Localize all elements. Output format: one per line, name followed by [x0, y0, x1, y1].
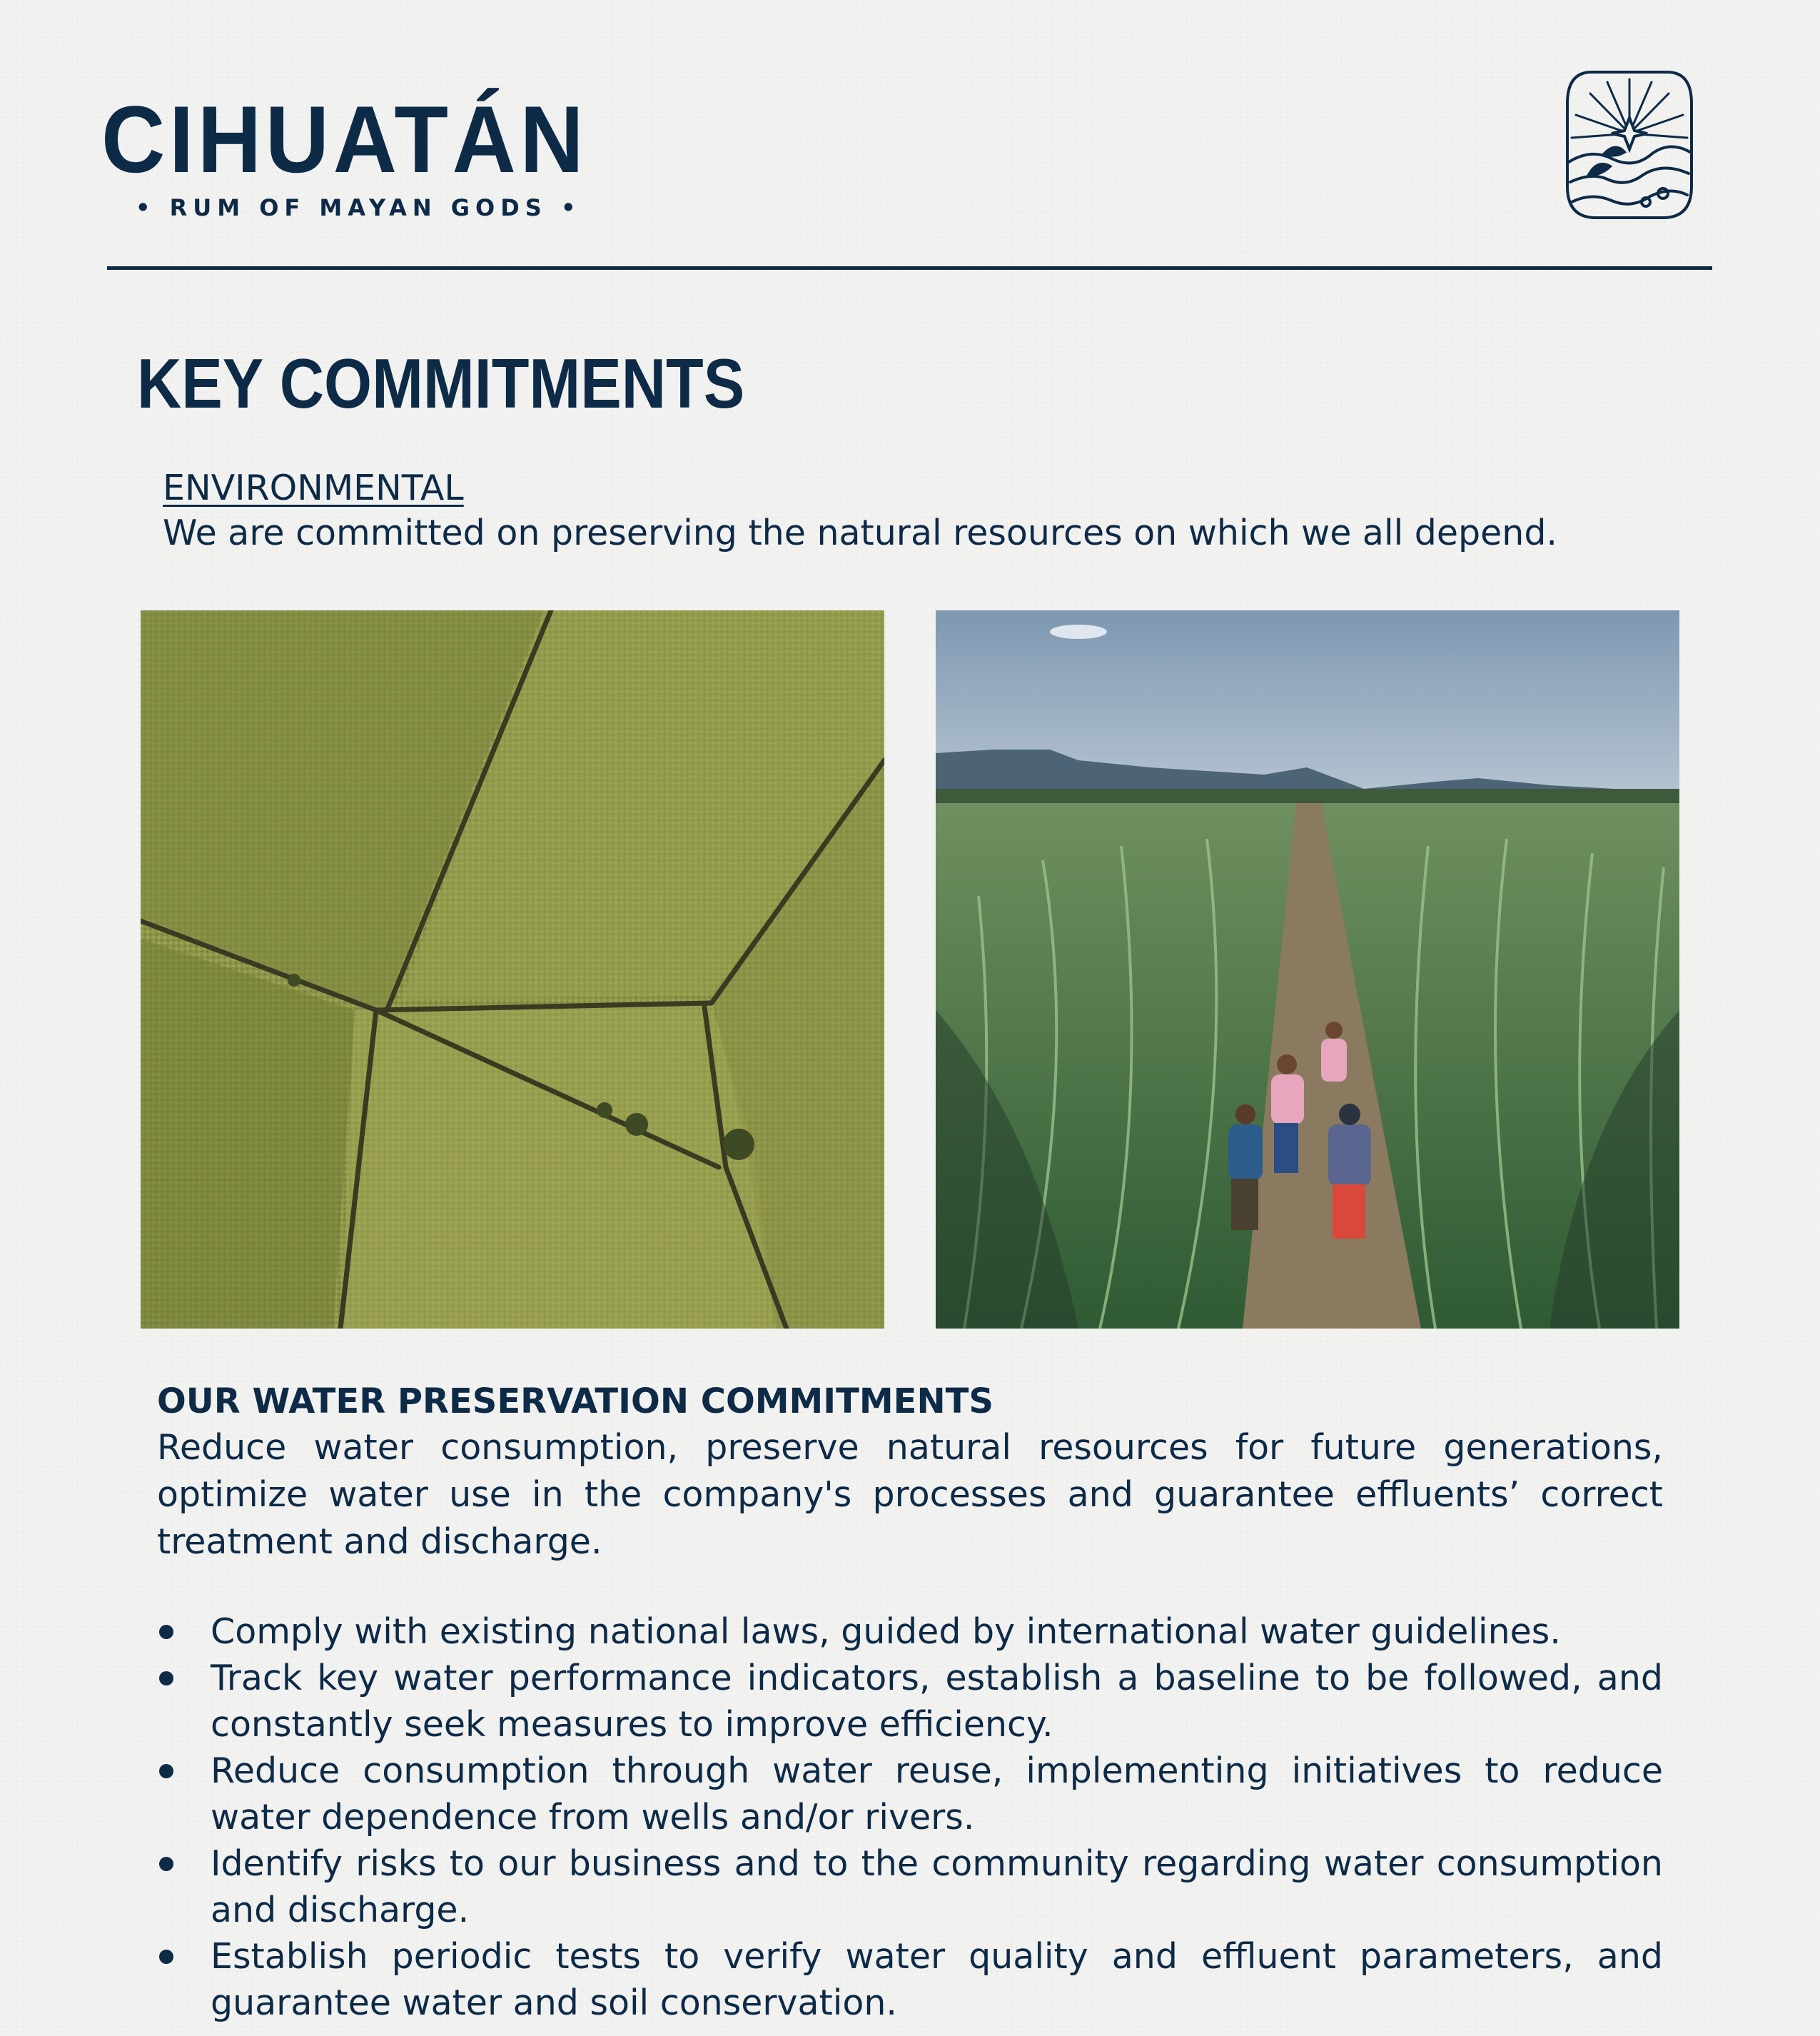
brand-tagline: • RUM OF MAYAN GODS •	[136, 194, 582, 221]
environmental-heading: ENVIRONMENTAL	[163, 468, 464, 508]
list-item-text: Establish periodic tests to verify water quality and effluent parameters, and guarantee water and soil conservation.	[211, 1936, 1663, 2023]
workers-walking-through-sugarcane-photo	[936, 610, 1679, 1329]
aerial-sugarcane-fields-photo	[141, 610, 884, 1329]
list-item-text: Identify risks to our business and to the community regarding water consumption and discharge.	[211, 1843, 1663, 1930]
brand-name: CIHUATÁN	[101, 87, 588, 193]
water-commitments-heading: OUR WATER PRESERVATION COMMITMENTS	[157, 1381, 994, 1421]
environmental-text: We are committed on preserving the natural resources on which we all depend.	[163, 513, 1557, 553]
bullet-icon	[159, 1950, 173, 1964]
list-item	[157, 1840, 1663, 1933]
water-commitments-paragraph: Reduce water consumption, preserve natural resources for future generations, optimize water use in the company's processes and guarantee effluents’ correct treatment and discharge.	[157, 1427, 1663, 1562]
list-item	[157, 1655, 1663, 1748]
list-item	[157, 1608, 1663, 1655]
bullet-icon	[159, 1671, 173, 1685]
water-commitments-list	[157, 1608, 1663, 2026]
brand-logo	[101, 87, 625, 221]
page-title: KEY COMMITMENTS	[137, 344, 745, 423]
bullet-icon	[159, 1625, 173, 1639]
list-item	[157, 1933, 1663, 2026]
list-item-text: Comply with existing national laws, guided by international water guidelines.	[211, 1611, 1561, 1652]
list-item-text: Track key water performance indicators, establish a baseline to be followed, and constantly seek measures to improve efficiency.	[211, 1658, 1663, 1745]
bullet-icon	[159, 1857, 173, 1871]
list-item	[157, 1748, 1663, 1840]
list-item-text: Reduce consumption through water reuse, implementing initiatives to reduce water dependence from wells and/or rivers.	[211, 1750, 1663, 1838]
bullet-icon	[159, 1764, 173, 1778]
header-divider	[107, 266, 1712, 270]
sun-mountain-emblem-icon	[1563, 68, 1696, 222]
